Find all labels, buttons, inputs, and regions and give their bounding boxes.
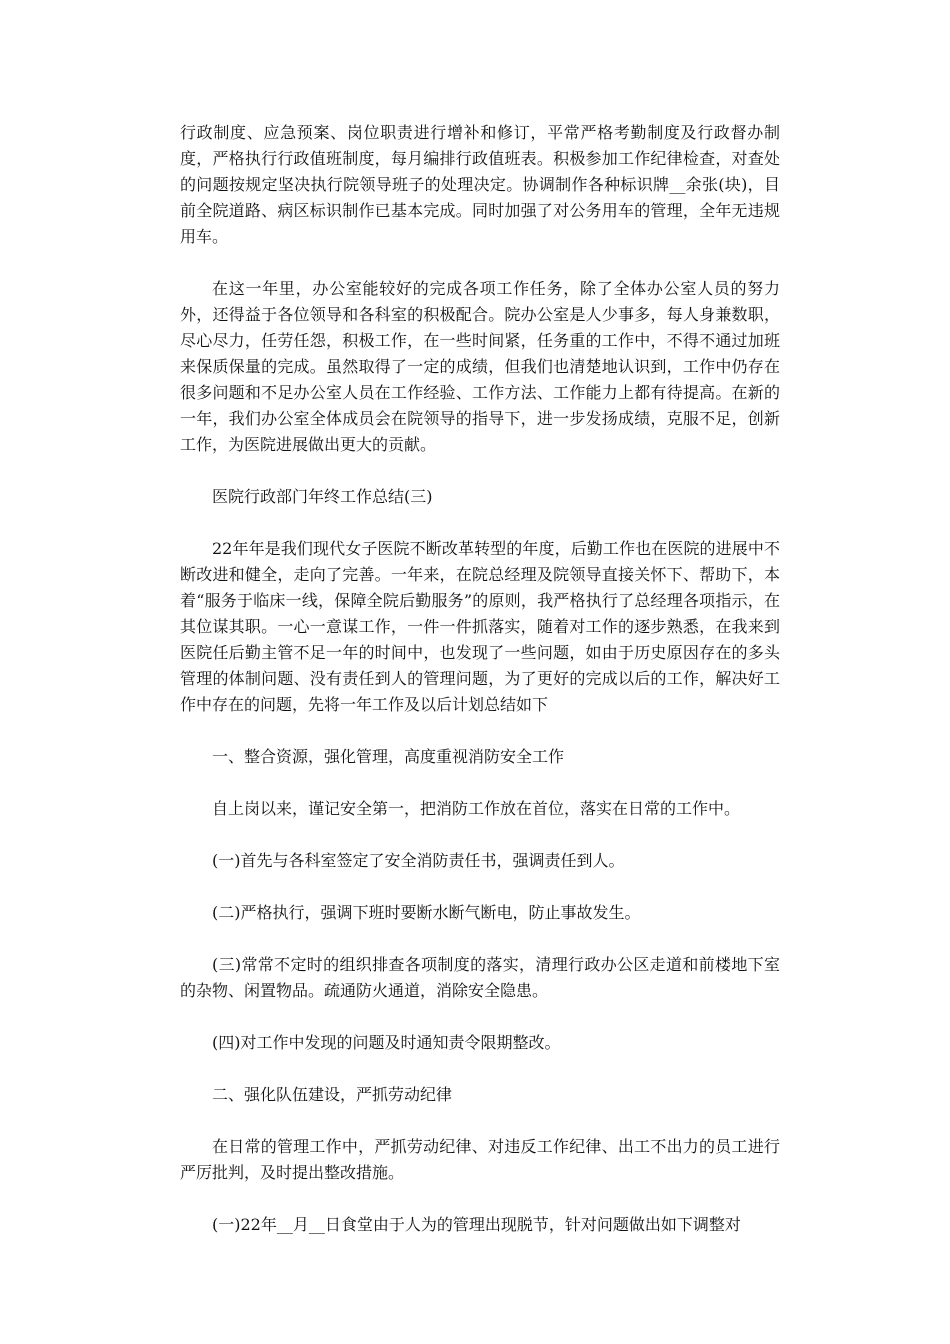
- paragraph-safety-first: 自上岗以来，谨记安全第一，把消防工作放在首位，落实在日常的工作中。: [212, 799, 741, 818]
- paragraph-admin-system: 行政制度、应急预案、岗位职责进行增补和修订，平常严格考勤制度及行政督办制度，严格执行行政值班制度，每月编排行政值班表。积极参加工作纪律检查，对查处的问题按规定坚决执行院领导班子的处理决定。协调制作各种标识牌__余张(块)，目前全院道路、病区标识制作已基本完成。同时加强了对公务用车的管理，全年无违规用车。: [180, 123, 780, 246]
- paragraph-intro: 22年年是我们现代女子医院不断改革转型的年度，后勤工作也在医院的进展中不断改进和健全，走向了完善。一年来，在院总经理及院领导直接关怀下、帮助下，本着“服务于临床一线，保障全院后勤服务”的原则，我严格执行了总经理各项指示，在其位谋其职。一心一意谋工作，一件一件抓落实，随着对工作的逐步熟悉，在我来到医院任后勤主管不足一年的时间中，也发现了一些问题，如由于历史原因存在的多头管理的体制问题、没有责任到人的管理问题，为了更好的完成以后的工作，解决好工作中存在的问题，先将一年工作及以后计划总结如下: [180, 539, 780, 714]
- list-item-safety-1: (一)首先与各科室签定了安全消防责任书，强调责任到人。: [212, 851, 625, 870]
- paragraph-discipline: 在日常的管理工作中，严抓劳动纪律、对违反工作纪律、出工不出力的员工进行严厉批判，及时提出整改措施。: [180, 1137, 780, 1182]
- list-item-safety-2: (二)严格执行，强调下班时要断水断气断电，防止事故发生。: [212, 903, 641, 922]
- list-item-safety-3: (三)常常不定时的组织排查各项制度的落实，清理行政办公区走道和前楼地下室的杂物、闲置物品。疏通防火通道，消除安全隐患。: [180, 955, 780, 1000]
- paragraph-office-summary: 在这一年里，办公室能较好的完成各项工作任务，除了全体办公室人员的努力外，还得益于各位领导和各科室的积极配合。院办公室是人少事多，每人身兼数职，尽心尽力，任劳任怨，积极工作，在一些时间紧，任务重的工作中，不得不通过加班来保质保量的完成。虽然取得了一定的成绩，但我们也清楚地认识到，工作中仍存在很多问题和不足办公室人员在工作经验、工作方法、工作能力上都有待提高。在新的一年，我们办公室全体成员会在院领导的指导下，进一步发扬成绩，克服不足，创新工作，为医院进展做出更大的贡献。: [180, 279, 780, 454]
- list-item-canteen: (一)22年__月__日食堂由于人为的管理出现脱节，针对问题做出如下调整对: [212, 1215, 741, 1234]
- heading-team-discipline: 二、强化队伍建设，严抓劳动纪律: [212, 1085, 453, 1104]
- heading-fire-safety: 一、整合资源，强化管理，高度重视消防安全工作: [212, 747, 565, 766]
- document-body: [180, 120, 780, 1264]
- section-title: 医院行政部门年终工作总结(三): [212, 487, 433, 506]
- list-item-safety-4: (四)对工作中发现的问题及时通知责令限期整改。: [212, 1033, 561, 1052]
